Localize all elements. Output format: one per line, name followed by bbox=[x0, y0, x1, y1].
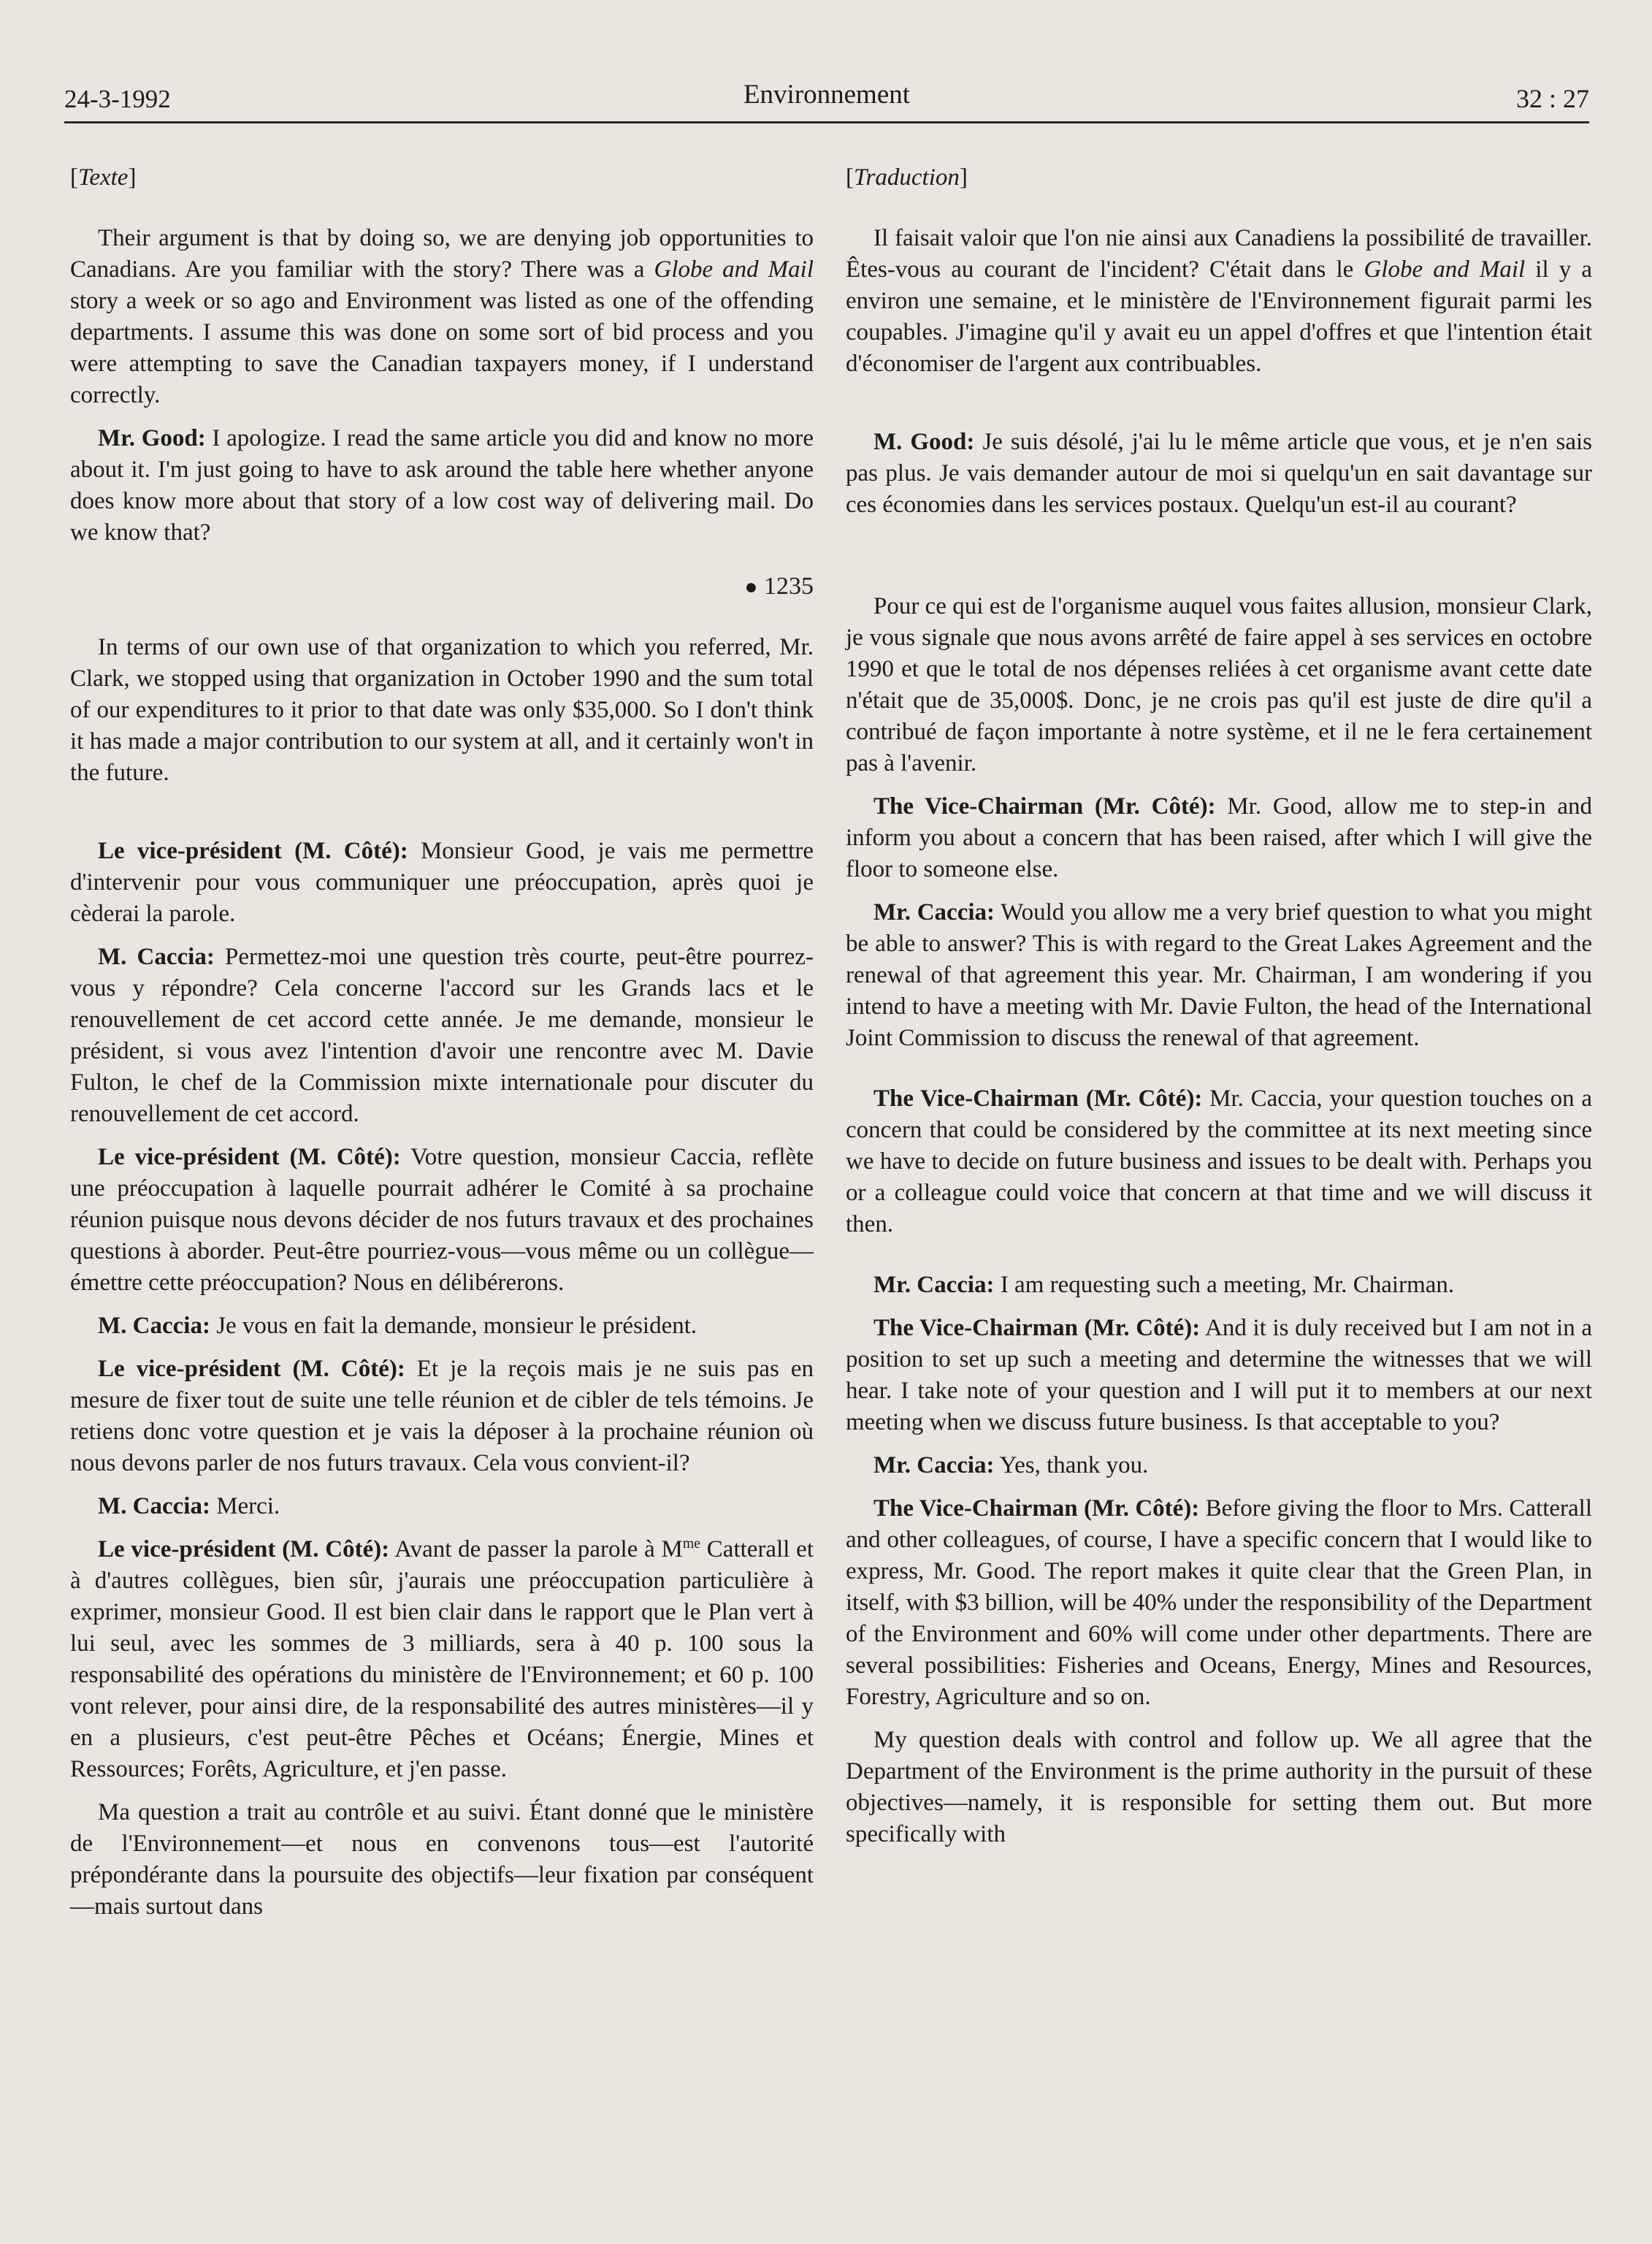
paragraph: Il faisait valoir que l'on nie ainsi aux Canadiens la possibilité de travailler. Êtes-vous au courant de l'incident? C'était dans le Globe and Mail il y a environ une semaine, et le ministère de l'Environnement figurait parmi les coupables. J'imagine qu'il y avait eu un appel d'offres et que l'intention était d'économiser de l'argent aux contribuables. bbox=[846, 225, 1593, 377]
speaker-label: M. Good: bbox=[873, 429, 975, 455]
speaker-label: The Vice-Chairman (Mr. Côté): bbox=[873, 793, 1216, 820]
speaker-label: The Vice-Chairman (Mr. Côté): bbox=[873, 1085, 1203, 1112]
speaker-label: Mr. Caccia: bbox=[873, 1272, 995, 1298]
paragraph: The Vice-Chairman (Mr. Côté): Mr. Good, allow me to step-in and inform you about a concern that has been raised, after which I will give the floor to someone else. bbox=[846, 793, 1593, 882]
paragraph: Their argument is that by doing so, we are denying job opportunities to Canadians. Are you familiar with the story? There was a Globe and Mail story a week or so ago and Environment was listed as one of the offending departments. I assume this was done on some sort of bid process and you were attempting to save the Canadian taxpayers money, if I understand correctly. bbox=[70, 225, 814, 408]
header-page-number: 32 : 27 bbox=[1515, 84, 1589, 113]
paragraph: M. Caccia: Permettez-moi une question très courte, peut-être pourrez-vous y répondre? Cela concerne l'accord sur les Grands lacs et le renouvellement de cet accord cette année. Je me demande, monsieur le président, si vous avez l'intention d'avoir une rencontre avec M. Davie Fulton, le chef de la Commission mixte internationale pour discuter du renouvellement de cet accord. bbox=[70, 944, 814, 1127]
section-tag-texte: [Texte] bbox=[70, 164, 137, 191]
speaker-label: M. Caccia: bbox=[98, 1493, 210, 1519]
left-column-english bbox=[70, 162, 814, 1923]
speaker-label: Le vice-président (M. Côté): bbox=[98, 1144, 401, 1170]
paragraph: Le vice-président (M. Côté): Et je la reçois mais je ne suis pas en mesure de fixer tout de suite une telle réunion et de cibler de tels témoins. Je retiens donc votre question et je vais la déposer à la prochaine réunion où nous devons parler de nos futurs travaux. Cela vous convient-il? bbox=[70, 1356, 814, 1476]
paragraph: M. Good: Je suis désolé, j'ai lu le même article que vous, et je n'en sais pas plus. Je vais demander autour de moi si quelqu'un en sait davantage sur ces économies dans les services postaux. Quelqu'un est-il au courant? bbox=[846, 429, 1592, 518]
right-column-french bbox=[846, 162, 1592, 1850]
paragraph: My question deals with control and follow up. We all agree that the Department of the Environment is the prime authority in the pursuit of these objectives—namely, it is responsible for setting them out. But more specifically with bbox=[846, 1727, 1592, 1847]
speaker-label: Mr. Good: bbox=[98, 425, 206, 451]
paragraph: M. Caccia: Je vous en fait la demande, monsieur le président. bbox=[98, 1313, 697, 1339]
paragraph: Pour ce qui est de l'organisme auquel vous faites allusion, monsieur Clark, je vous signale que nous avons arrêté de faire appel à ses services en octobre 1990 et que le total de nos dépenses reliées à cet organisme avant cette date n'était que de 35,000$. Donc, je ne crois pas qu'il est juste de dire qu'il a contribué de façon importante à notre système, et il ne le fera certainement pas à l'avenir. bbox=[846, 593, 1592, 776]
paragraph: Mr. Good: I apologize. I read the same article you did and know no more about it. I'm just going to have to ask around the table here whether anyone does know more about that story of a low cost way of delivering mail. Do we know that? bbox=[70, 425, 814, 546]
speaker-label: Le vice-président (M. Côté): bbox=[98, 1536, 390, 1562]
paragraph: Le vice-président (M. Côté): Avant de passer la parole à $M^{me}$ Catterall et à d'autres collègues, bien sûr, j'aurais une préoccupation particulière à exprimer, monsieur Good. Il est bien clair dans le rapport que le Plan vert à lui seul, avec les sommes de 3 milliards, sera à 40 p. 100 sous la responsabilité des opérations du ministère de l'Environnement; et 60 p. 100 vont relever, pour ainsi dire, de la responsabilité des autres ministères—il y en a plusieurs, c'est peut-être Pêches et Océans; Énergie, Mines et Ressources; Forêts, Agriculture, et j'en passe. bbox=[70, 1535, 814, 1782]
paragraph: Mr. Caccia: I am requesting such a meeting, Mr. Chairman. bbox=[873, 1272, 1455, 1298]
page-header bbox=[64, 79, 1589, 123]
paragraph: Mr. Caccia: Would you allow me a very brief question to what you might be able to answer? This is with regard to the Great Lakes Agreement and the renewal of that agreement this year. Mr. Chairman, I am wondering if you intend to have a meeting with Mr. Davie Fulton, the head of the International Joint Commission to discuss the renewal of that agreement. bbox=[846, 899, 1592, 1051]
paragraph: Mr. Caccia: Yes, thank you. bbox=[873, 1452, 1149, 1478]
speaker-label: Mr. Caccia: bbox=[873, 1452, 995, 1478]
speaker-label: The Vice-Chairman (Mr. Côté): bbox=[873, 1495, 1200, 1522]
paragraph: Ma question a trait au contrôle et au suivi. Étant donné que le ministère de l'Environnement—et nous en convenons tous—est l'autorité prépondérante dans la poursuite des objectifs—leur fixation par conséquent—mais surtout dans bbox=[70, 1799, 814, 1920]
speaker-label: M. Caccia: bbox=[98, 1313, 210, 1339]
header-title: Environnement bbox=[743, 80, 911, 110]
section-tag-traduction: [Traduction] bbox=[846, 164, 968, 191]
speaker-label: M. Caccia: bbox=[98, 944, 215, 970]
paragraph: The Vice-Chairman (Mr. Côté): And it is duly received but I am not in a position to set up such a meeting and determine the witnesses that we will hear. I take note of your question and I will put it to members at our next meeting when we discuss future business. Is that acceptable to you? bbox=[846, 1315, 1593, 1435]
paragraph: The Vice-Chairman (Mr. Côté): Before giving the floor to Mrs. Catterall and other colleagues, of course, I have a specific concern that I would like to express, Mr. Good. The report makes it quite clear that the Green Plan, in itself, with $3 billion, will be 40% under the responsibility of the Department of the Environment and 60% will come under other departments. There are several possibilities: Fisheries and Oceans, Energy, Mines and Resources, Forestry, Agriculture and so on. bbox=[846, 1495, 1592, 1710]
paragraph: M. Caccia: Merci. bbox=[98, 1493, 280, 1519]
speaker-label: The Vice-Chairman (Mr. Côté): bbox=[873, 1315, 1201, 1341]
paragraph: Le vice-président (M. Côté): Votre question, monsieur Caccia, reflète une préoccupation à laquelle pourrait adhérer le Comité à sa prochaine réunion puisque nous devons décider de nos futurs travaux et des prochaines questions à aborder. Peut-être pourriez-vous—vous même ou un collègue—émettre cette préoccupation? Nous en délibérerons. bbox=[70, 1144, 814, 1296]
time-marker: ● 1235 bbox=[744, 573, 814, 600]
speaker-label: Le vice-président (M. Côté): bbox=[98, 1356, 405, 1382]
speaker-label: Mr. Caccia: bbox=[873, 899, 995, 926]
paragraph: Le vice-président (M. Côté): Monsieur Good, je vais me permettre d'intervenir pour vous communiquer une préoccupation, après quoi je cèderai la parole. bbox=[70, 838, 814, 927]
header-date: 24-3-1992 bbox=[64, 85, 171, 113]
paragraph: In terms of our own use of that organization to which you referred, Mr. Clark, we stopped using that organization in October 1990 and the sum total of our expenditures to it prior to that date was only $35,000. So I don't think it has made a major contribution to our system at all, and it certainly won't in the future. bbox=[70, 634, 814, 786]
paragraph: The Vice-Chairman (Mr. Côté): Mr. Caccia, your question touches on a concern that could be considered by the committee at its next meeting since we have to decide on future business and issues to be dealt with. Perhaps you or a colleague could voice that concern at that time and we will discuss it then. bbox=[846, 1085, 1592, 1237]
speaker-label: Le vice-président (M. Côté): bbox=[98, 838, 408, 864]
